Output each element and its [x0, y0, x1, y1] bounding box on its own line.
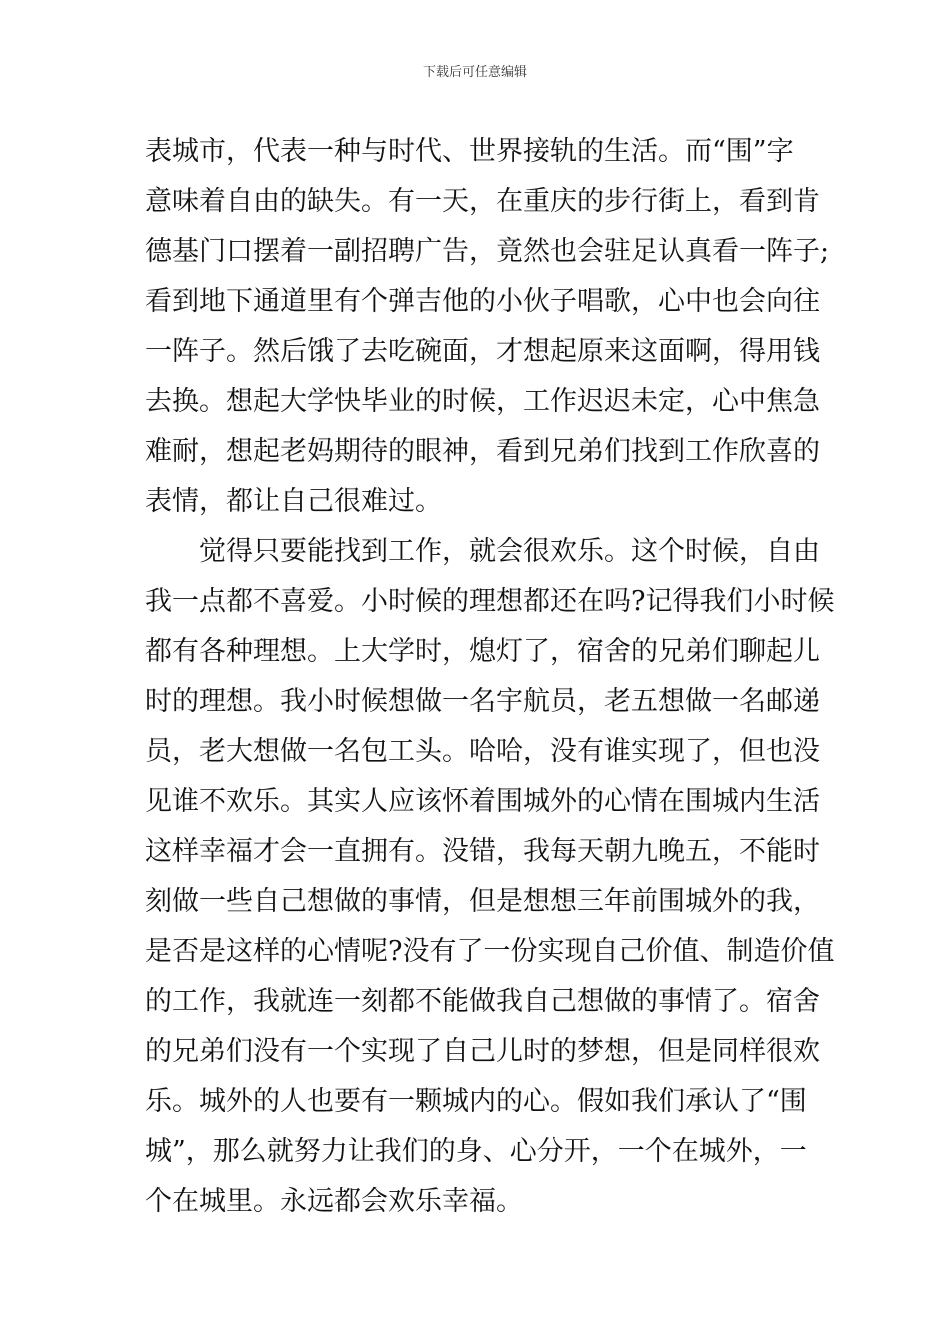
text-line: 时的理想。我小时候想做一名宇航员，老五想做一名邮递: [145, 686, 820, 717]
document-body: [145, 127, 835, 1227]
text-line: 个在城里。永远都会欢乐幸福。: [145, 1186, 523, 1217]
text-line: 乐。城外的人也要有一颗城内的心。假如我们承认了“围: [145, 1086, 807, 1117]
text-line: 是否是这样的心情呢?没有了一份实现自己价值、制造价值: [145, 936, 835, 967]
text-line: 的工作，我就连一刻都不能做我自己想做的事情了。宿舍: [145, 986, 820, 1017]
text-line: 员，老大想做一名包工头。哈哈，没有谁实现了，但也没: [145, 736, 820, 767]
text-line: 意味着自由的缺失。有一天，在重庆的步行街上，看到肯: [145, 186, 820, 217]
text-line: 的兄弟们没有一个实现了自己儿时的梦想，但是同样很欢: [145, 1036, 820, 1067]
text-line: 去换。想起大学快毕业的时候，工作迟迟未定，心中焦急: [145, 386, 820, 417]
text-line: 德基门口摆着一副招聘广告，竟然也会驻足认真看一阵子;: [145, 236, 830, 267]
text-line: 看到地下通道里有个弹吉他的小伙子唱歌，心中也会向往: [145, 286, 820, 317]
text-line: 我一点都不喜爱。小时候的理想都还在吗?记得我们小时候: [145, 586, 835, 617]
text-line: 一阵子。然后饿了去吃碗面，才想起原来这面啊，得用钱: [145, 336, 820, 367]
text-line: 见谁不欢乐。其实人应该怀着围城外的心情在围城内生活: [145, 786, 820, 817]
page-header: 下载后可任意编辑: [422, 65, 527, 80]
text-line: 表城市，代表一种与时代、世界接轨的生活。而“围”字: [145, 136, 794, 167]
text-line: 都有各种理想。上大学时，熄灯了，宿舍的兄弟们聊起儿: [145, 636, 820, 667]
text-line: 这样幸福才会一直拥有。没错，我每天朝九晚五，不能时: [145, 836, 820, 867]
paragraph-start-line: 觉得只要能找到工作，就会很欢乐。这个时候，自由: [199, 536, 820, 567]
text-line: 刻做一些自己想做的事情，但是想想三年前围城外的我，: [145, 886, 820, 917]
text-line: 表情，都让自己很难过。: [145, 486, 442, 517]
text-line: 难耐，想起老妈期待的眼神，看到兄弟们找到工作欣喜的: [145, 436, 820, 467]
text-line: 城”，那么就努力让我们的身、心分开，一个在城外，一: [145, 1136, 807, 1167]
